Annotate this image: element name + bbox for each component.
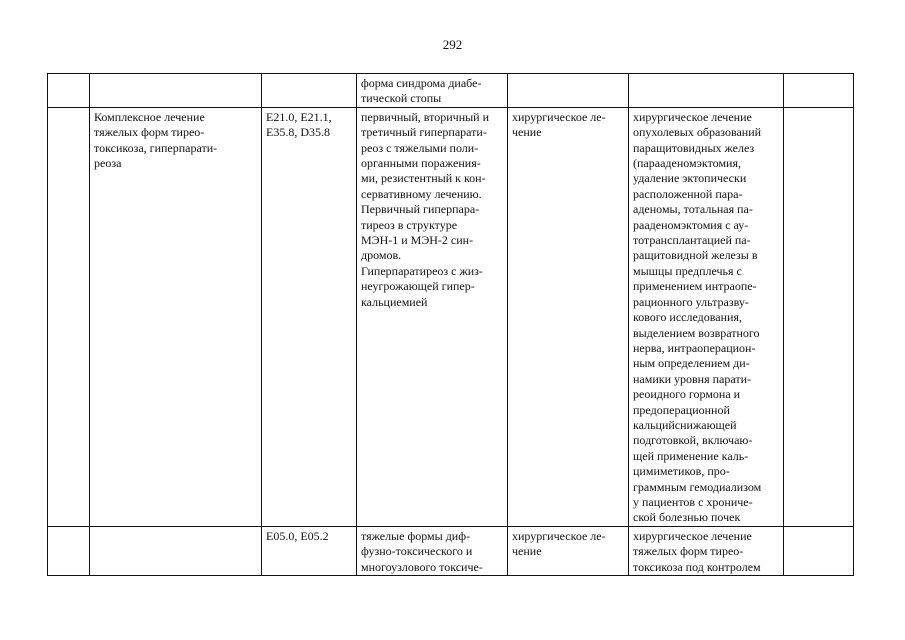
treatment-name-cell: [90, 526, 262, 575]
table-cell: [508, 74, 629, 108]
table-cell: [784, 74, 854, 108]
table-cell: [48, 107, 90, 526]
icd-code-cell: E21.0, E21.1, E35.8, D35.8: [262, 107, 357, 526]
table-cell: [262, 74, 357, 108]
table-row: [48, 107, 854, 526]
icd-code-cell: E05.0, E05.2: [262, 526, 357, 575]
table-cell: [629, 74, 784, 108]
table-cell: [90, 74, 262, 108]
table-row: [48, 74, 854, 108]
treatment-table: [47, 73, 854, 576]
table-cell: [784, 526, 854, 575]
table-cell: [48, 526, 90, 575]
patient-model-cell: первичный, вторичный и третичный гиперпарати- реоз с тяжелыми поли- органными поражения- ми, резистентный к кон- сервативному лечению. Первичный гиперпара- тиреоз в структуре МЭН-1 и МЭН-2 син- дромов. Гиперпаратиреоз с жиз- неугрожающей гипер- кальциемией: [357, 107, 508, 526]
table-cell: [48, 74, 90, 108]
treatment-method-cell: хирургическое лечение тяжелых форм тирео- токсикоза под контролем: [629, 526, 784, 575]
table-row: [48, 526, 854, 575]
table-cell: форма синдрома диабе- тической стопы: [357, 74, 508, 108]
treatment-method-cell: хирургическое лечение опухолевых образований паращитовидных желез (парааденомэктомия, удаление эктопически расположенной пара- аденомы, тотальная па- рааденомэктомия с ау- тотрансплантацией па- ращитовидной железы в мышцы предплечья с применением интраопе- рационного ультразву- кового исследования, выделением возвратного нерва, интраоперацион- ным определением ди- намики уровня парати- реоидного гормона и предоперационной кальцийснижающей подготовкой, включаю- щей применение каль- цимиметиков, про- граммным гемодиализом у пациентов с хрониче- ской болезнью почек: [629, 107, 784, 526]
treatment-name-cell: Комплексное лечение тяжелых форм тирео- токсикоза, гиперпарати- реоза: [90, 107, 262, 526]
treatment-type-cell: хирургическое ле- чение: [508, 107, 629, 526]
page-number: 292: [442, 37, 463, 52]
treatment-type-cell: хирургическое ле- чение: [508, 526, 629, 575]
patient-model-cell: тяжелые формы диф- фузно-токсического и многоузлового токсиче-: [357, 526, 508, 575]
table-cell: [784, 107, 854, 526]
